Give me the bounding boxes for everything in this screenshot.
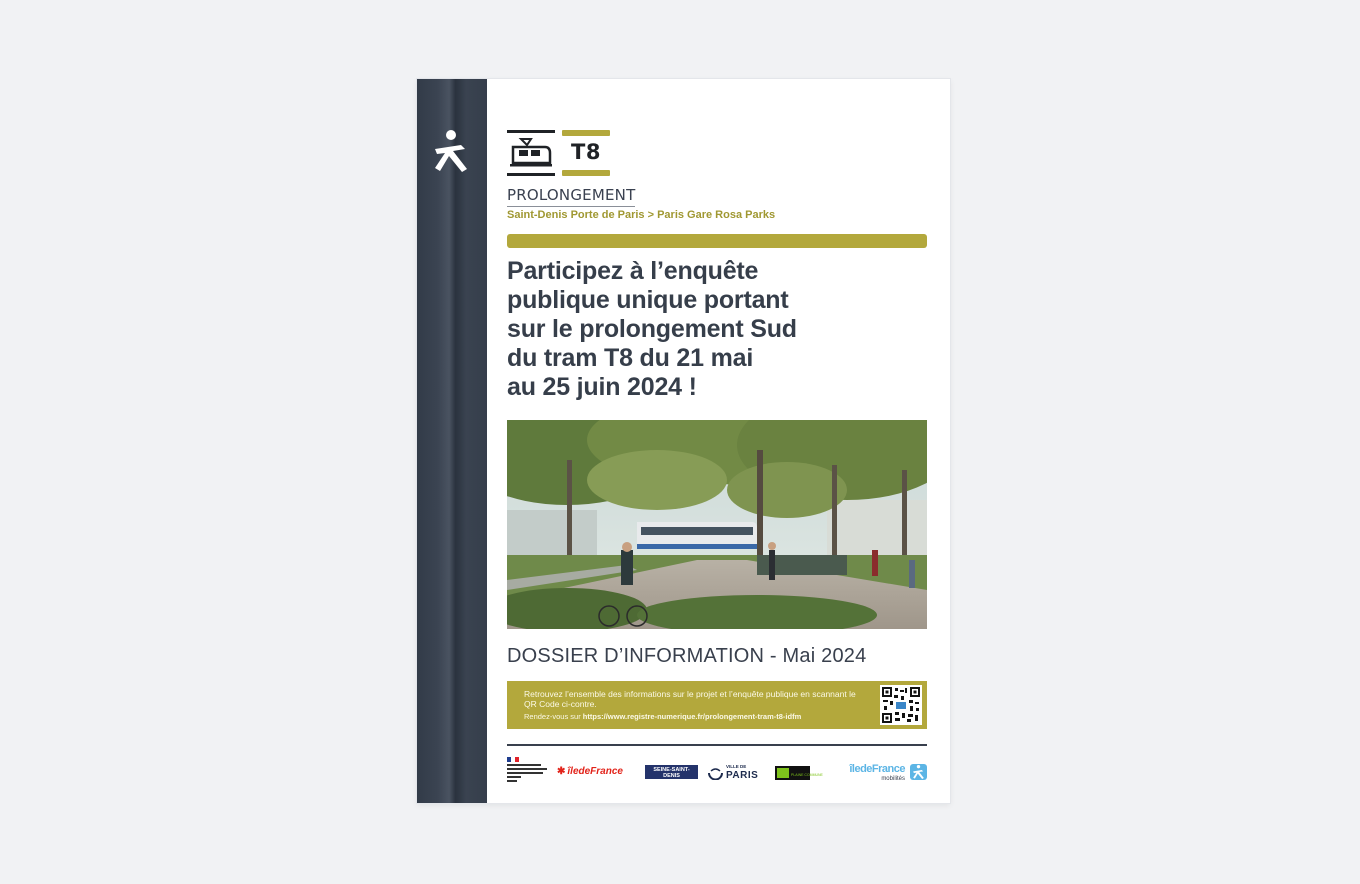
info-text: Retrouvez l’ensemble des informations sur le projet et l’enquête publique en scannant le QR Code ci-contre. <box>524 689 856 709</box>
star-icon: ✱ <box>557 766 566 777</box>
prefet-logo <box>507 757 547 789</box>
dossier-title: DOSSIER D’INFORMATION - Mai 2024 <box>507 645 867 667</box>
headline <box>507 257 927 402</box>
registry-link[interactable]: https://www.registre-numerique.fr/prolongement-tram-t8-idfm <box>582 712 802 721</box>
paris-ship-icon <box>708 766 723 780</box>
iledefrance-logo: ✱ îledeFrance <box>557 766 623 777</box>
info-link-prefix: Rendez-vous sur <box>524 712 583 721</box>
partner-logos: ✱ îledeFrance SEINE-SAINT-DENIS VILLE DE PARIS PLAINE COMMUNE îledeFrance mobilités <box>507 757 927 789</box>
route-label: Saint-Denis Porte de Paris > Paris Gare Rosa Parks <box>507 209 776 221</box>
qr-code[interactable] <box>880 685 922 725</box>
headline-line: sur le prolongement Sud <box>507 315 797 343</box>
tram-street-illustration <box>507 420 927 629</box>
information-brochure <box>417 79 950 803</box>
accent-bar <box>507 234 927 248</box>
idfm-tile-icon <box>910 764 927 780</box>
info-link-line <box>524 712 874 721</box>
headline-line: Participez à l’enquête <box>507 257 759 285</box>
idfm-person-icon <box>431 127 471 175</box>
kicker-label: PROLONGEMENT <box>507 186 635 207</box>
headline-line: du tram T8 du 21 mai <box>507 344 754 372</box>
line-number: T8 <box>571 140 601 164</box>
divider <box>507 744 927 746</box>
headline-line: publique unique portant <box>507 286 789 314</box>
headline-line: au 25 juin 2024 ! <box>507 373 697 401</box>
plaine-commune-logo: PLAINE COMMUNE <box>775 766 810 780</box>
line-badge <box>562 130 610 176</box>
seine-saint-denis-logo: SEINE-SAINT-DENIS <box>645 765 698 779</box>
idf-mobilites-logo: îledeFrance mobilités <box>842 763 927 785</box>
info-box <box>507 681 927 729</box>
brochure-spine <box>417 79 487 803</box>
tram-icon <box>507 130 555 176</box>
